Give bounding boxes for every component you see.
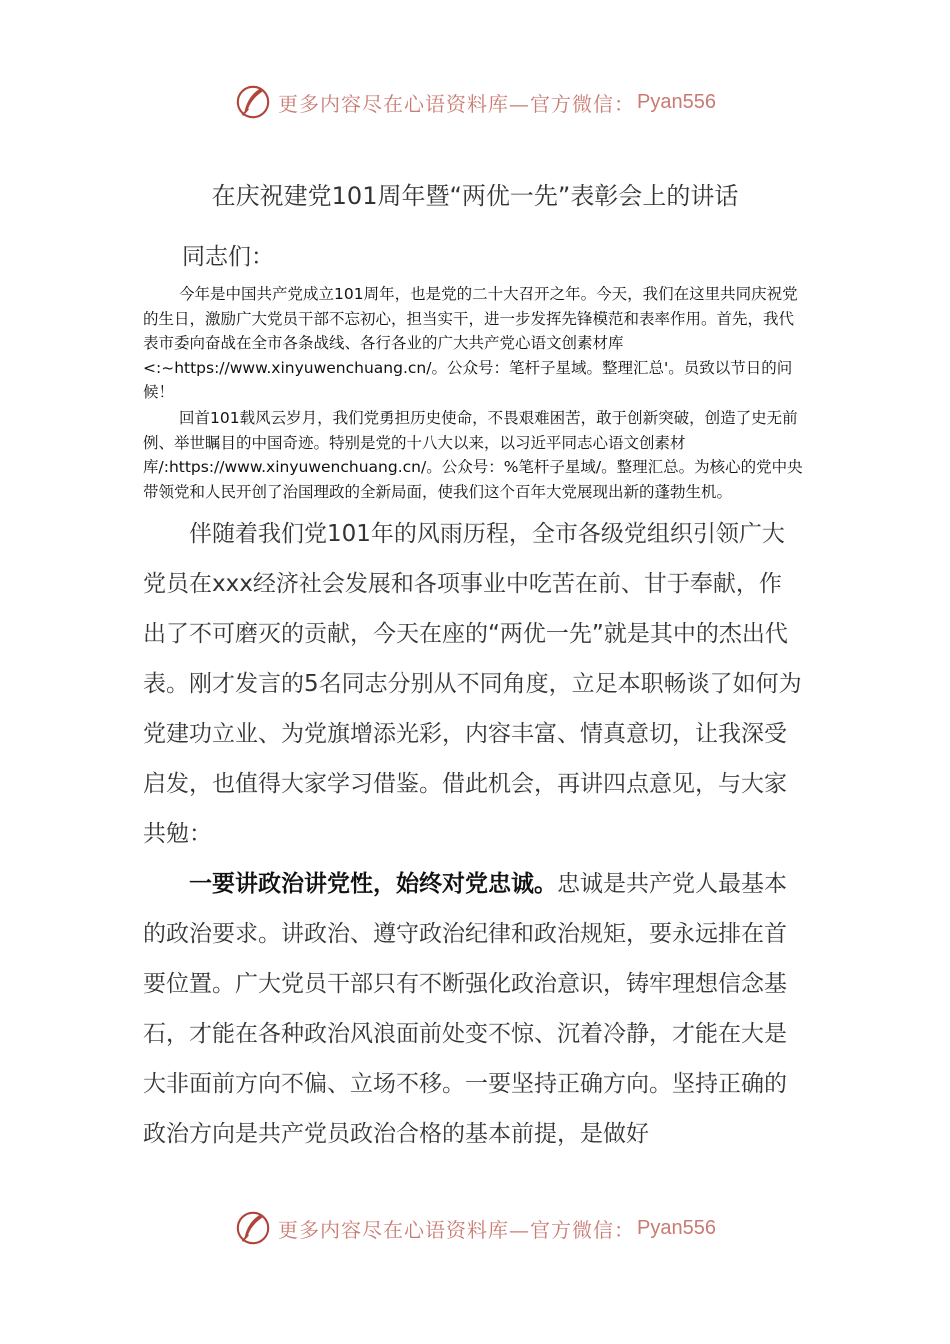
point-1-heading: 一要讲政治讲党性，始终对党忠诚。: [189, 871, 557, 897]
banner-text: 更多内容尽在心语资料库—官方微信：: [278, 1217, 636, 1242]
paragraph-1: 今年是中国共产党成立101周年，也是党的二十大召开之年。今天，我们在这里共同庆祝党的生日，激励广大党员干部不忘初心，担当实干，进一步发挥先锋模范和表率作用。首先，我代表市委向奋战在全市各条战线、各行各业的广大共产党心语文创素材库<:~https://www.xinyuwenchuang.cn/。公众号：笔杆子星域。整理汇总'。员致以节日的问候！: [143, 285, 798, 401]
footer-watermark-banner: [0, 1206, 950, 1250]
banner-wechat-id: Pyan556: [637, 1216, 716, 1239]
banner-wechat-id: Pyan556: [637, 90, 716, 113]
paragraph-2: 回首101载风云岁月，我们党勇担历史使命，不畏艰难困苦，敢于创新突破，创造了史无前例、举世瞩目的中国奇迹。特别是党的十八大以来，以习近平同志心语文创素材库/:https://www.xinyuwenchuang.cn/。公众号：%笔杆子星域/。整理汇总。为核心的党中央带领党和人民开创了治国理政的全新局面，使我们这个百年大党展现出新的蓬勃生机。: [143, 409, 803, 501]
salutation: 同志们：: [182, 244, 274, 270]
paragraph-3: 伴随着我们党101年的风雨历程，全市各级党组织引领广大党员在xxx经济社会发展和各项事业中吃苦在前、甘于奉献，作出了不可磨灭的贡献，今天在座的“两优一先”就是其中的杰出代表。刚才发言的5名同志分别从不同角度，立足本职畅谈了如何为党建功立业、为党旗增添光彩，内容丰富、情真意切，让我深受启发，也值得大家学习借鉴。借此机会，再讲四点意见，与大家共勉：: [143, 521, 802, 847]
quill-logo-icon: [234, 1209, 272, 1247]
quill-logo-icon: [234, 83, 272, 121]
header-watermark-banner: [0, 80, 950, 124]
point-1-body: 忠诚是共产党人最基本的政治要求。讲政治、遵守政治纪律和政治规矩，要永远排在首要位置。广大党员干部只有不断强化政治意识，铸牢理想信念基石，才能在各种政治风浪面前处变不惊、沉着冷静，才能在大是大非面前方向不偏、立场不移。一要坚持正确方向。坚持正确的政治方向是共产党员政治合格的基本前提，是做好: [143, 871, 787, 1147]
banner-text: 更多内容尽在心语资料库—官方微信：: [278, 91, 636, 116]
paragraph-4: [143, 859, 803, 1159]
document-title: 在庆祝建党101周年暨“两优一先”表彰会上的讲话: [211, 182, 739, 210]
